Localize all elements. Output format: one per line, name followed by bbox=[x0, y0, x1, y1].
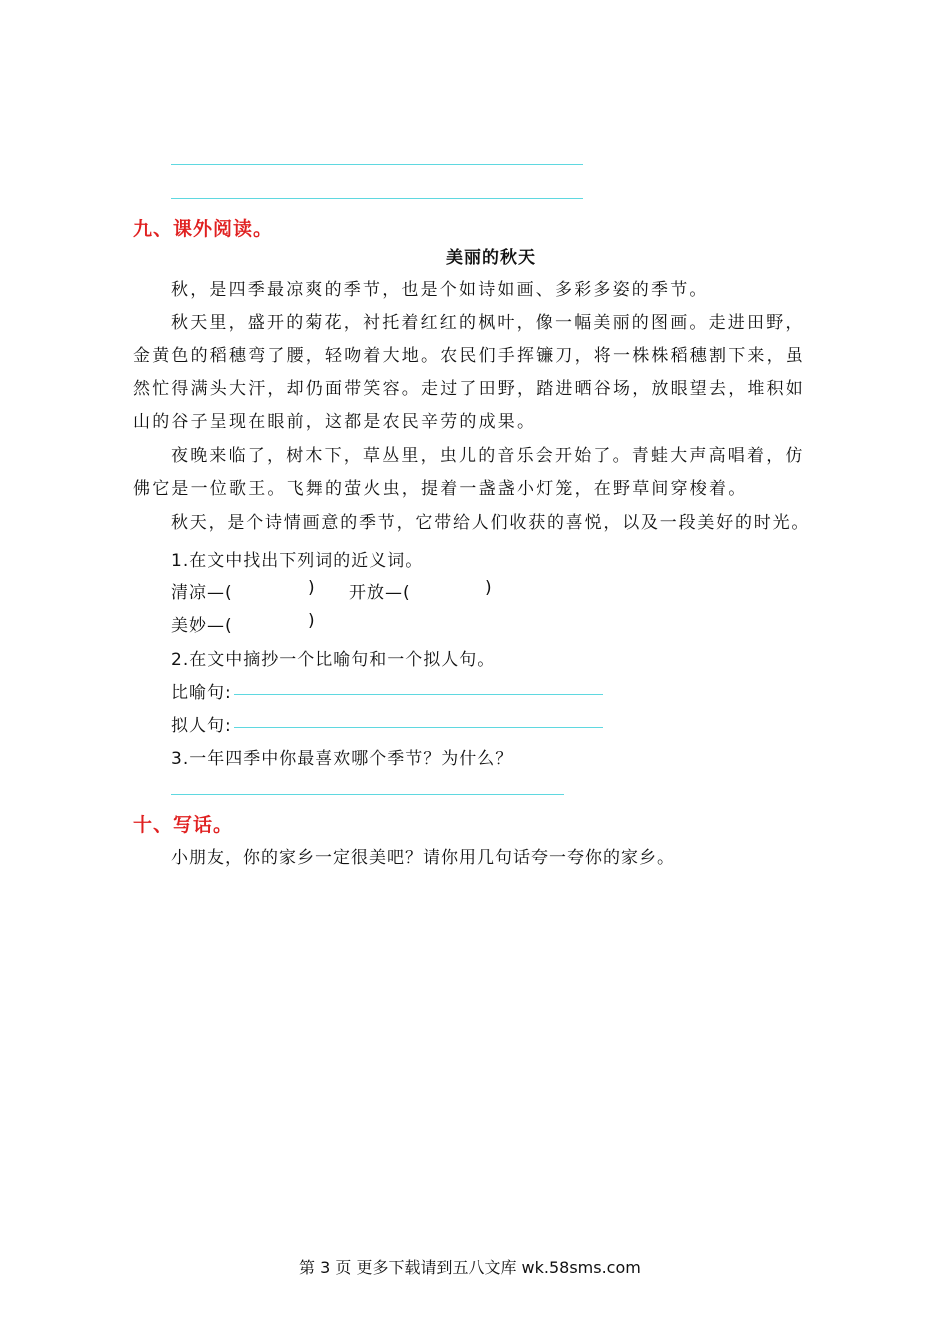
synonym-item-label: 开放—( bbox=[349, 583, 411, 603]
synonym-item-label: 清凉—( bbox=[171, 583, 233, 603]
article-paragraph: 金黄色的稻穗弯了腰，轻吻着大地。农民们手挥镰刀，将一株株稻穗割下来，虽 bbox=[133, 346, 805, 366]
article-paragraph: 秋天，是个诗情画意的季节，它带给人们收获的喜悦，以及一段美好的时光。 bbox=[171, 513, 811, 533]
article-title: 美丽的秋天 bbox=[446, 248, 536, 268]
article-paragraph: 夜晚来临了，树木下，草丛里，虫儿的音乐会开始了。青蛙大声高唱着，仿 bbox=[171, 446, 805, 466]
personification-answer-line bbox=[234, 727, 603, 728]
answer-line bbox=[171, 198, 583, 199]
article-paragraph: 然忙得满头大汗，却仍面带笑容。走过了田野，踏进晒谷场，放眼望去，堆积如 bbox=[133, 379, 805, 399]
article-paragraph: 秋天里，盛开的菊花，衬托着红红的枫叶，像一幅美丽的图画。走进田野， bbox=[171, 313, 805, 333]
personification-label: 拟人句: bbox=[171, 716, 232, 736]
article-paragraph: 秋，是四季最凉爽的季节，也是个如诗如画、多彩多姿的季节。 bbox=[171, 280, 709, 300]
synonym-item-label: 美妙—( bbox=[171, 616, 233, 636]
question-1: 1.在文中找出下列词的近义词。 bbox=[171, 551, 424, 571]
question-3: 3.一年四季中你最喜欢哪个季节？为什么？ bbox=[171, 749, 514, 769]
section-10-title: 十、写话。 bbox=[133, 814, 234, 836]
article-paragraph: 佛它是一位歌王。飞舞的萤火虫，提着一盏盏小灯笼，在野草间穿梭着。 bbox=[133, 479, 748, 499]
synonym-blank-close: ) bbox=[485, 578, 493, 598]
answer-line bbox=[171, 794, 564, 795]
simile-label: 比喻句: bbox=[171, 683, 232, 703]
question-2: 2.在文中摘抄一个比喻句和一个拟人句。 bbox=[171, 650, 496, 670]
section-9-title: 九、课外阅读。 bbox=[133, 218, 274, 240]
answer-line bbox=[171, 164, 583, 165]
page-footer: 第 3 页 更多下载请到五八文库 wk.58sms.com bbox=[299, 1258, 641, 1277]
article-paragraph: 山的谷子呈现在眼前，这都是农民辛劳的成果。 bbox=[133, 412, 537, 432]
simile-answer-line bbox=[234, 694, 603, 695]
synonym-blank-close: ) bbox=[308, 578, 316, 598]
writing-prompt: 小朋友，你的家乡一定很美吧？请你用几句话夸一夸你的家乡。 bbox=[171, 848, 675, 868]
synonym-blank-close: ) bbox=[308, 611, 316, 631]
